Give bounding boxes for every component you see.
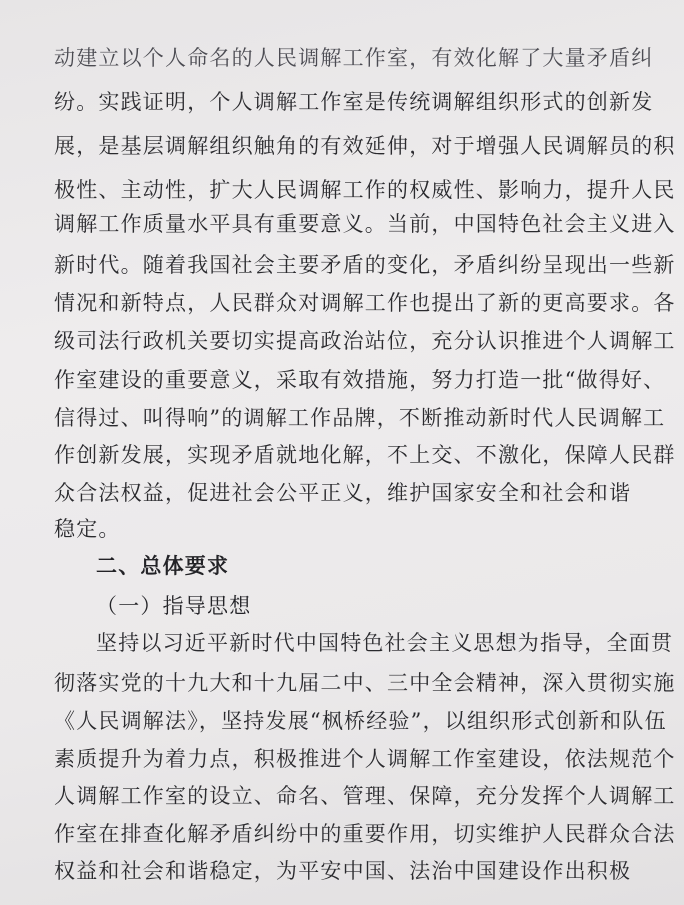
text-line: 彻落实党的十九大和十九届二中、三中全会精神，深入贯彻实施	[54, 671, 676, 695]
text-line: 素质提升为着力点，积极推进个人调解工作室建设，依法规范个	[54, 747, 676, 771]
text-line: 人调解工作室的设立、命名、管理、保障，充分发挥个人调解工	[54, 784, 676, 808]
text-line: 作创新发展，实现矛盾就地化解，不上交、不激化，保障人民群	[54, 443, 676, 467]
text-line: 作室在排查化解矛盾纠纷中的重要作用，切实维护人民群众合法	[54, 822, 676, 846]
text-line: 权益和社会和谐稳定，为平安中国、法治中国建设作出积极	[54, 859, 632, 883]
text-line: 《人民调解法》，坚持发展“枫桥经验”，以组织形式创新和队伍	[54, 709, 667, 733]
text-line: 信得过、叫得响”的调解工作品牌，不断推动新时代人民调解工	[54, 406, 666, 430]
text-line: 情况和新特点，人民群众对调解工作也提出了新的更高要求。各	[54, 291, 676, 315]
text-line: 众合法权益，促进社会公平正义，维护国家安全和社会和谐	[54, 481, 632, 505]
text-line: 新时代。随着我国社会主要矛盾的变化，矛盾纠纷呈现出一些新	[54, 253, 676, 277]
text-line: 极性、主动性，扩大人民调解工作的权威性、影响力，提升人民	[54, 178, 676, 202]
subsection-heading: （一）指导思想	[96, 594, 252, 618]
text-line: 纷。实践证明，个人调解工作室是传统调解组织形式的创新发	[54, 90, 654, 114]
text-line: 稳定。	[54, 517, 121, 541]
section-heading: 二、总体要求	[96, 554, 230, 578]
text-line: 展，是基层调解组织触角的有效延伸，对于增强人民调解员的积	[54, 134, 676, 158]
text-line: 作室建设的重要意义，采取有效措施，努力打造一批“做得好、	[54, 368, 666, 392]
text-line: 调解工作质量水平具有重要意义。当前，中国特色社会主义进入	[54, 212, 676, 236]
text-line: 级司法行政机关要切实提高政治站位，充分认识推进个人调解工	[54, 329, 676, 353]
text-line: 动建立以个人命名的人民调解工作室，有效化解了大量矛盾纠	[54, 46, 654, 70]
text-line: 坚持以习近平新时代中国特色社会主义思想为指导，全面贯	[96, 631, 674, 655]
